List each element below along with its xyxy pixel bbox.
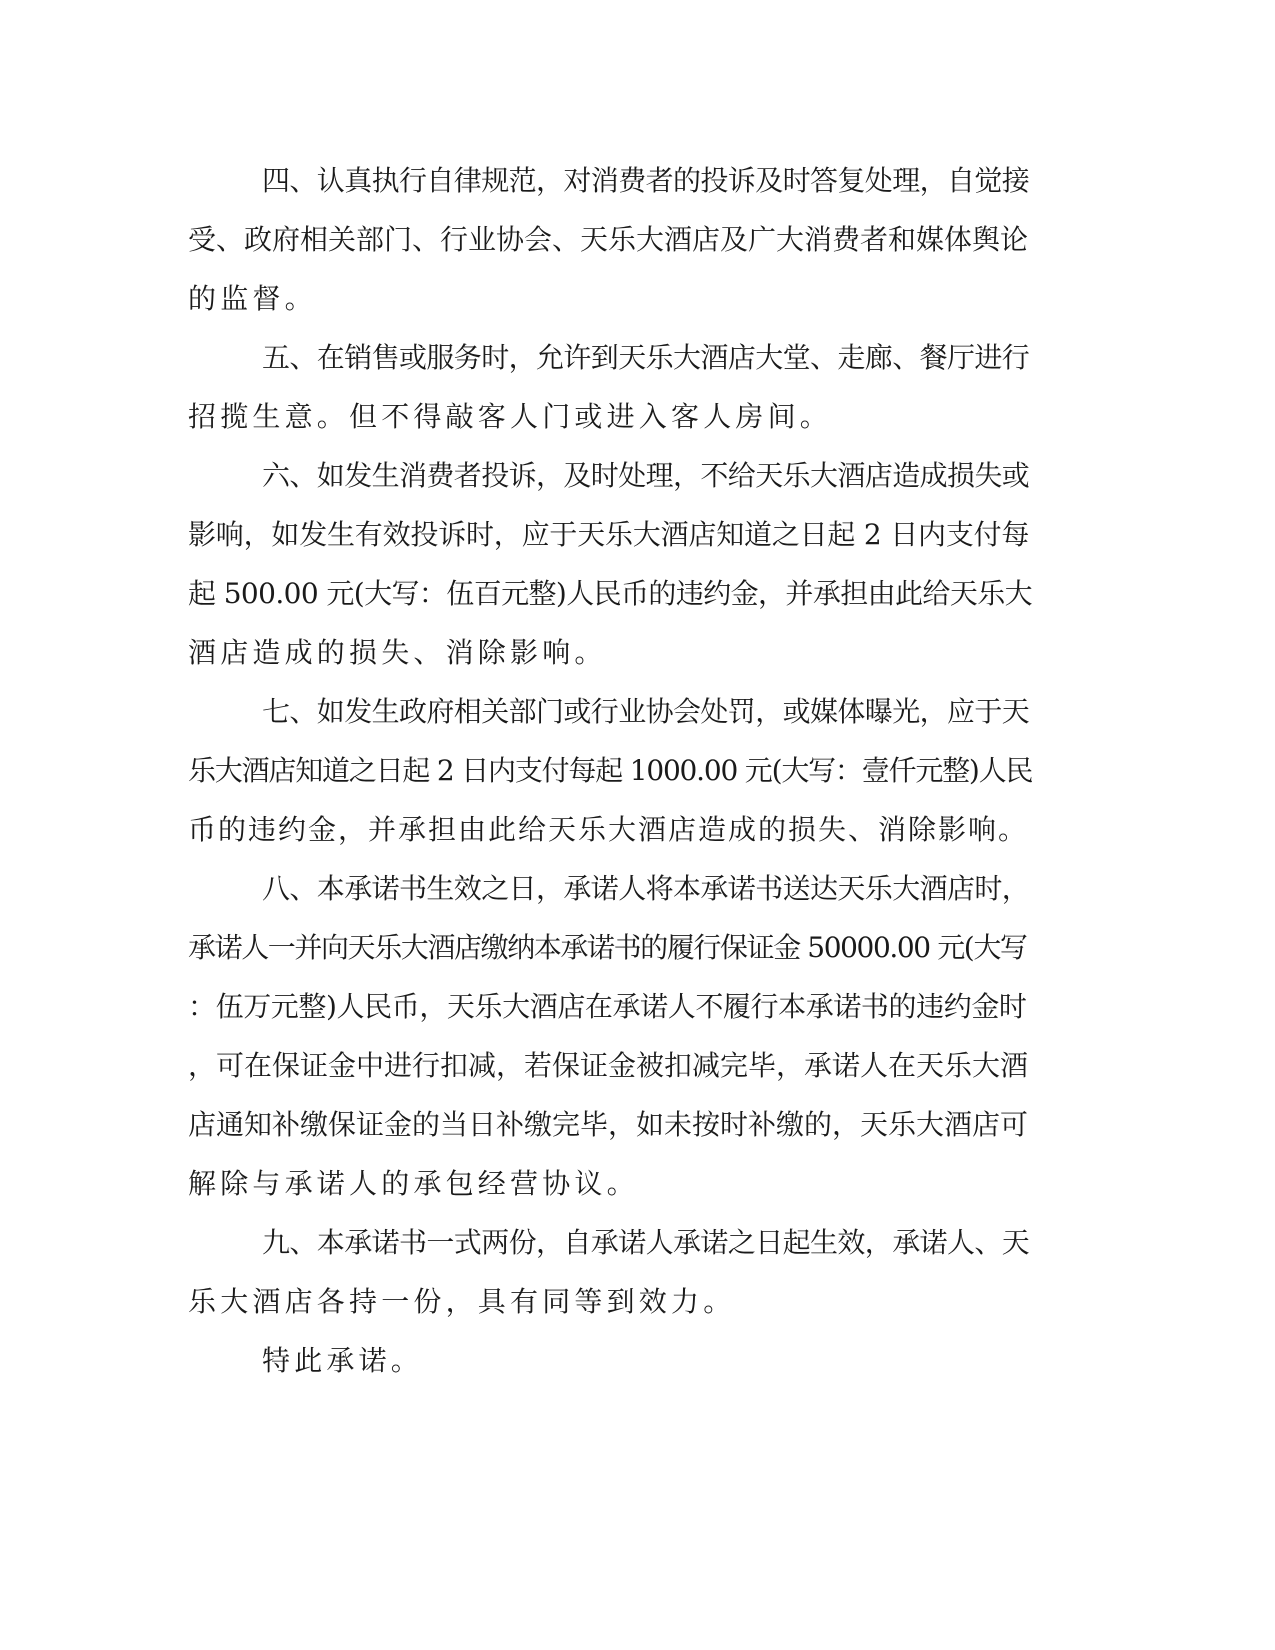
text-line: 酒店造成的损失、消除影响。 — [188, 636, 607, 669]
text-line: ：伍万元整)人民币，天乐大酒店在承诺人不履行本承诺书的违约金时 — [188, 990, 1027, 1023]
text-line: 乐大酒店各持一份，具有同等到效力。 — [188, 1285, 736, 1318]
text-line: 八、本承诺书生效之日，承诺人将本承诺书送达天乐大酒店时， — [262, 872, 1030, 905]
text-line: 受、政府相关部门、行业协会、天乐大酒店及广大消费者和媒体舆论 — [188, 223, 1029, 256]
text-line: 乐大酒店知道之日起 2 日内支付每起 1000.00 元(大写：壹仟元整)人民 — [188, 754, 1033, 787]
text-line: 六、如发生消费者投诉，及时处理，不给天乐大酒店造成损失或 — [262, 459, 1030, 492]
text-line: 九、本承诺书一式两份，自承诺人承诺之日起生效，承诺人、天 — [262, 1226, 1030, 1259]
text-line: 币的违约金，并承担由此给天乐大酒店造成的损失、消除影响。 — [188, 813, 1029, 846]
text-line: 起 500.00 元(大写：伍百元整)人民币的违约金，并承担由此给天乐大 — [188, 577, 1033, 610]
closing-line: 特此承诺。 — [262, 1344, 424, 1377]
text-line: ，可在保证金中进行扣减，若保证金被扣减完毕，承诺人在天乐大酒 — [188, 1049, 1029, 1082]
text-line: 店通知补缴保证金的当日补缴完毕，如未按时补缴的，天乐大酒店可 — [188, 1108, 1029, 1141]
text-line: 的监督。 — [188, 282, 317, 315]
text-line: 七、如发生政府相关部门或行业协会处罚，或媒体曝光，应于天 — [262, 695, 1030, 728]
text-line: 承诺人一并向天乐大酒店缴纳本承诺书的履行保证金 50000.00 元(大写 — [188, 931, 1027, 964]
text-line: 五、在销售或服务时，允许到天乐大酒店大堂、走廊、餐厅进行 — [262, 341, 1030, 374]
text-line: 招揽生意。但不得敲客人门或进入客人房间。 — [188, 400, 833, 433]
text-line: 解除与承诺人的承包经营协议。 — [188, 1167, 639, 1200]
text-line: 四、认真执行自律规范，对消费者的投诉及时答复处理，自觉接 — [262, 164, 1030, 197]
text-line: 影响，如发生有效投诉时，应于天乐大酒店知道之日起 2 日内支付每 — [188, 518, 1030, 551]
